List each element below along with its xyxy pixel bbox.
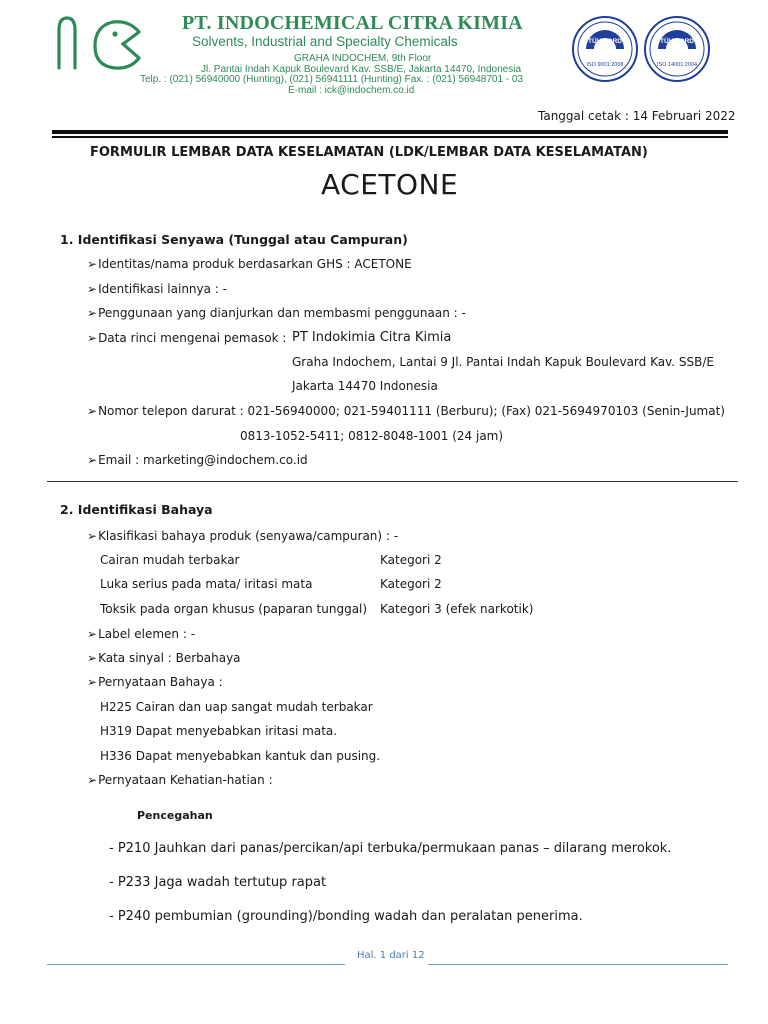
s2-precaution-item: - P233 Jaga wadah tertutup rapat [109,875,327,890]
s1-recommended-use: ➢ Penggunaan yang dianjurkan dan membasmi penggunaan : - [87,306,466,320]
company-name: PT. INDOCHEMICAL CITRA KIMIA [182,12,523,34]
s2-hazard-statements-label: ➢ Pernyataan Bahaya : [87,675,223,689]
s2-prevention-heading: Pencegahan [137,809,213,822]
product-title: ACETONE [321,168,459,201]
address-line-4: E-mail : ick@indochem.co.id [288,85,415,96]
s2-precaution-item: - P240 pembumian (grounding)/bonding wadah dan peralatan penerima. [109,909,583,924]
s1-supplier-name: PT Indokimia Citra Kimia [292,330,452,345]
s2-class-hazard: Toksik pada organ khusus (paparan tunggal) [100,602,368,616]
s2-class-category: Kategori 3 (efek narkotik) [380,602,534,616]
s2-hazard-statement: H336 Dapat menyebabkan kantuk dan pusing. [100,749,381,763]
s2-class-hazard: Cairan mudah terbakar [100,553,240,567]
s2-hazard-statement: H319 Dapat menyebabkan iritasi mata. [100,724,338,738]
header-rule-thick [52,130,728,134]
s2-precaution-label: ➢ Pernyataan Kehatian-hatian : [87,773,273,787]
form-title: FORMULIR LEMBAR DATA KESELAMATAN (LDK/LEMBAR DATA KESELAMATAN) [90,145,648,160]
company-tagline: Solvents, Industrial and Specialty Chemicals [192,34,458,49]
tuv-iso9001-seal [572,16,638,82]
svg-text:TÜV NORD: TÜV NORD [660,38,694,45]
s1-product-identity: ➢ Identitas/nama produk berdasarkan GHS : ACETONE [87,257,412,271]
address-line-1: GRAHA INDOCHEM, 9th Floor [294,53,432,64]
footer-rule-left [47,964,345,965]
s1-other-identification: ➢ Identifikasi lainnya : - [87,282,227,296]
s1-emergency-phone-cont: 0813-1052-5411; 0812-8048-1001 (24 jam) [240,429,504,443]
address-line-2: Jl. Pantai Indah Kapuk Boulevard Kav. SSB/E, Jakarta 14470, Indonesia [201,64,522,75]
s2-hazard-statement: H225 Cairan dan uap sangat mudah terbakar [100,700,373,714]
s2-class-hazard: Luka serius pada mata/ iritasi mata [100,577,313,591]
section-1-heading: 1. Identifikasi Senyawa (Tunggal atau Campuran) [60,232,408,247]
s1-email: ➢ Email : marketing@indochem.co.id [87,453,308,467]
s2-class-category: Kategori 2 [380,577,442,591]
s1-emergency-phone: ➢ Nomor telepon darurat : 021-56940000; 021-59401111 (Berburu); (Fax) 021-5694970103 (Senin-Jumat) [87,404,725,418]
s2-label-elements: ➢ Label elemen : - [87,627,195,641]
page-number: Hal. 1 dari 12 [357,950,425,961]
svg-text:TÜV NORD: TÜV NORD [588,38,622,45]
s1-supplier-address-1: Graha Indochem, Lantai 9 Jl. Pantai Indah Kapuk Boulevard Kav. SSB/E [292,355,714,369]
header-rule-thin [52,136,728,138]
company-logo [55,14,175,72]
s1-supplier-label: ➢ Data rinci mengenai pemasok : [87,331,286,345]
section-divider [47,481,738,482]
section-2-heading: 2. Identifikasi Bahaya [60,502,213,517]
s2-class-category: Kategori 2 [380,553,442,567]
print-date: Tanggal cetak : 14 Februari 2022 [538,109,736,123]
svg-text:ISO 14001:2004: ISO 14001:2004 [656,62,698,68]
s2-signal-word: ➢ Kata sinyal : Berbahaya [87,651,241,665]
svg-text:ISO 9001:2008: ISO 9001:2008 [586,62,624,68]
s1-supplier-address-2: Jakarta 14470 Indonesia [292,379,438,393]
address-line-3: Telp. : (021) 56940000 (Hunting), (021) 56941111 (Hunting) Fax. : (021) 56948701 - 03 [140,74,524,85]
s2-classification: ➢ Klasifikasi bahaya produk (senyawa/campuran) : - [87,529,398,543]
footer-rule-right [428,964,728,965]
tuv-iso14001-seal [644,16,710,82]
s2-precaution-item: - P210 Jauhkan dari panas/percikan/api terbuka/permukaan panas – dilarang merokok. [109,841,672,856]
